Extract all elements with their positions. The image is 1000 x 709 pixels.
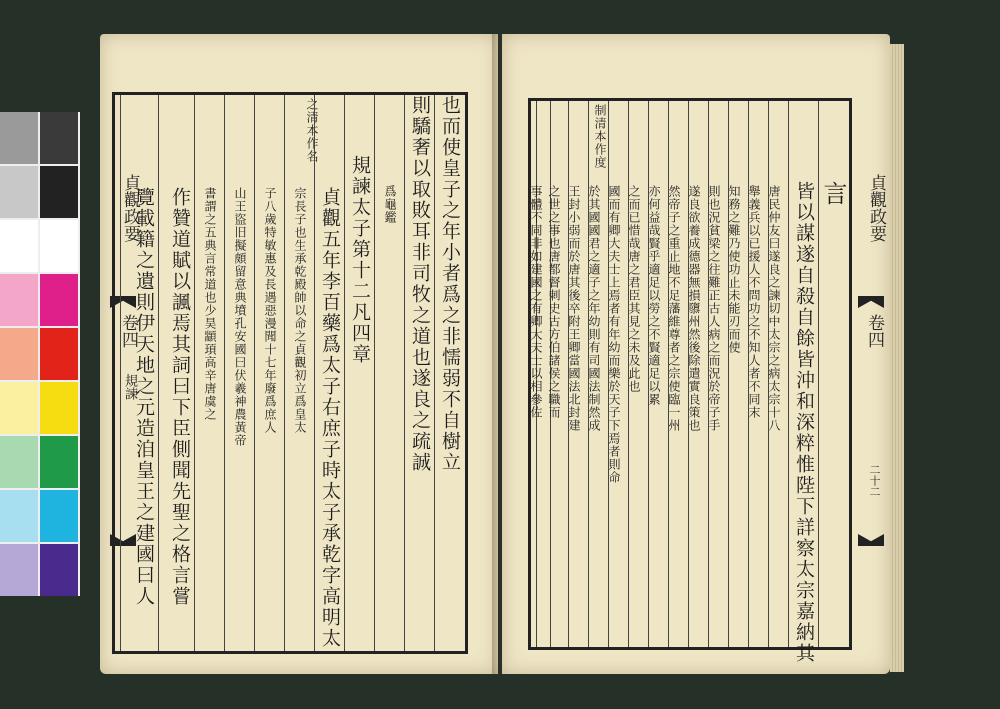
text-column: 國而有卿大夫士上焉者有年幼而樂於天子下焉者則命 — [608, 101, 629, 647]
left-header-note: 之清本作名 — [305, 98, 319, 163]
left-text-frame — [112, 92, 468, 654]
text-column: 宗長子也生承乾殿帥以命之貞觀初立爲皇太 — [284, 95, 315, 651]
text-column: 規諫太子第十二凡四章 — [344, 95, 375, 651]
text-column: 然帝子之重止地不足藩維尊者之宗使臨一州 — [668, 101, 689, 647]
left-page-section: 規諫 — [122, 374, 137, 400]
right-page — [502, 34, 890, 674]
right-text-frame — [528, 98, 852, 664]
yellow-swatch — [40, 382, 78, 434]
page-number: 二十二 — [868, 464, 881, 497]
text-column: 也而使皇子之年小者爲之非懦弱不自樹立 — [434, 95, 465, 651]
text-column: 則也況貧梁之往難正古人病之而況於帝子手 — [708, 101, 729, 647]
open-book — [100, 34, 900, 674]
salmon-swatch — [0, 328, 38, 380]
pale-purple-swatch — [0, 544, 38, 596]
text-column: 爲龜鑑 — [374, 95, 405, 651]
text-column: 之而已惜哉唐之君臣其見之未及此也 — [628, 101, 649, 647]
text-column: 皆以謀遂自殺自餘皆沖和深粹惟陛下詳察太宗嘉納其 — [788, 101, 819, 647]
pink-swatch — [0, 274, 38, 326]
text-column: 作贊道賦以諷焉其詞曰下臣側聞先聖之格言嘗 — [158, 95, 195, 651]
text-column: 亦何益哉賢乎適足以勞之不賢適足以累 — [648, 101, 669, 647]
right-page-volume: 卷四 — [864, 314, 884, 348]
text-column: 事體不同非如建國之有卿大夫士以相參佐 — [536, 101, 551, 647]
text-column: 山王盜旧擬頗留意典墳孔安國曰伏羲神農黃帝 — [224, 95, 255, 651]
text-column: 言 — [818, 101, 849, 647]
pale-green-swatch — [0, 436, 38, 488]
green-swatch — [40, 436, 78, 488]
page-edge-stack — [890, 44, 904, 672]
text-column: 子八歲特敏惠及長遇惡漫聞十七年廢爲庶人 — [254, 95, 285, 651]
text-column: 貞觀五年李百藥爲太子右庶子時太子承乾字高明太 — [314, 95, 345, 651]
text-column: 唐民仲友曰遂良之諫切中太宗之病太宗十八 — [768, 101, 789, 647]
text-column: 於其國國君之適子之年幼則有司國法制然成 — [588, 101, 609, 647]
left-page-center-title: 貞觀政要 — [120, 174, 140, 242]
pale-cyan-swatch — [0, 490, 38, 542]
text-column: 書謂之五典言常道也少昊顓頊高辛唐虞之 — [194, 95, 225, 651]
text-column: 覽載籍之遺則伊天地之元造洎皇王之建國曰人 — [120, 95, 159, 651]
gray-swatch — [0, 112, 38, 164]
right-page-center-title: 貞觀政要 — [866, 174, 886, 242]
magenta-swatch — [40, 274, 78, 326]
left-page — [100, 34, 498, 674]
fishtail-mark — [858, 296, 884, 308]
black-swatch — [40, 166, 78, 218]
text-column: 知務之難乃使功止未能刃而使 — [728, 101, 749, 647]
white-swatch — [40, 220, 78, 272]
purple-swatch — [40, 544, 78, 596]
pale-yellow-swatch — [0, 382, 38, 434]
cyan-swatch — [40, 490, 78, 542]
text-column: 王封小弱而於唐其後卒附王卿當國法北封建 — [568, 101, 589, 647]
text-column: 遂良欲養成德器無損隳州然後除遣實良策也 — [688, 101, 709, 647]
light-gray-swatch — [0, 166, 38, 218]
red-swatch — [40, 328, 78, 380]
text-column: 則驕奢以取敗耳非司牧之道也遂良之疏誠 — [404, 95, 435, 651]
color-calibration-card — [0, 112, 80, 596]
white-swatch — [0, 220, 38, 272]
dark-gray-swatch — [40, 112, 78, 164]
fishtail-mark — [858, 534, 884, 546]
text-column: 之世之事也唐都督刺史古方伯諸侯之職而 — [550, 101, 569, 647]
text-column: 舉義兵以已援人不問功之不知人者不同末 — [748, 101, 769, 647]
right-header-note: 制清本作度 — [593, 104, 607, 169]
left-page-volume: 卷四 — [118, 314, 138, 348]
